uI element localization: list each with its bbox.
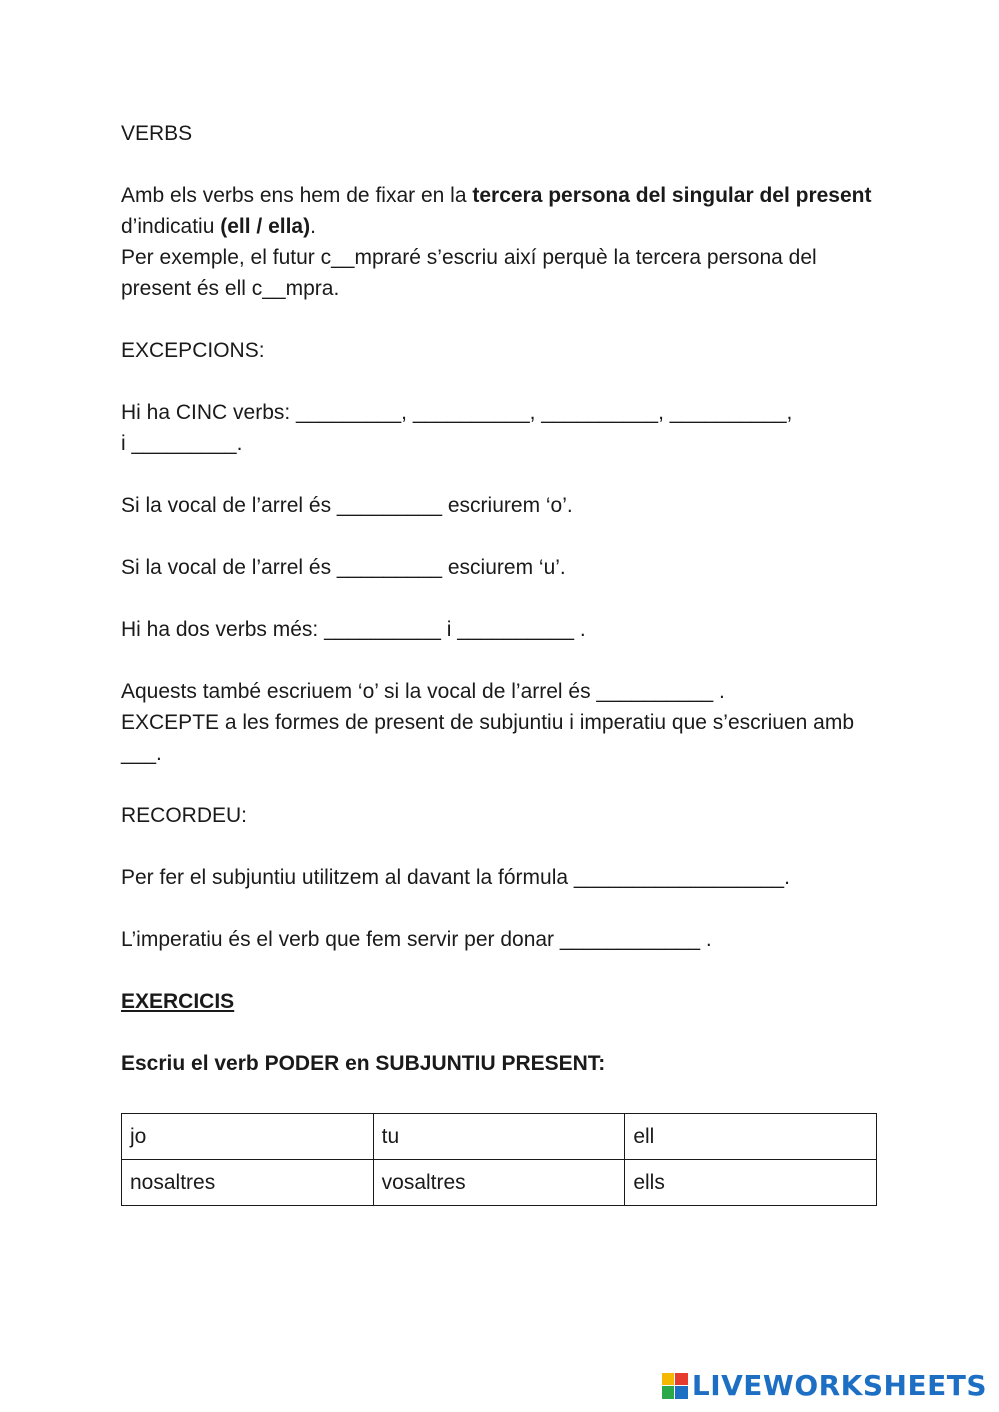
five-verbs-line-2: i _________. bbox=[121, 432, 243, 455]
intro-bold-1: tercera persona del singular del present bbox=[472, 184, 872, 207]
conjugation-table bbox=[121, 1113, 877, 1206]
logo-square-green bbox=[662, 1386, 675, 1399]
also-o-rule: Aquests també escriuem ‘o’ si la vocal de l’arrel és __________ . bbox=[121, 680, 725, 703]
intro-bold-2: (ell / ella) bbox=[220, 215, 311, 238]
five-verbs-line-1: Hi ha CINC verbs: _________, __________, __________, __________, bbox=[121, 401, 793, 424]
worksheet-body bbox=[121, 118, 881, 1110]
example-paragraph: Per exemple, el futur c__mpraré s’escriu així perquè la tercera persona del present és ell c__mpra. bbox=[121, 246, 817, 300]
intro-text-3: . bbox=[310, 215, 316, 238]
logo-square-blue bbox=[675, 1386, 688, 1399]
brand-name: LIVEWORKSHEETS bbox=[691, 1369, 987, 1402]
table-cell[interactable]: jo bbox=[122, 1114, 374, 1160]
subjunctive-rule: Per fer el subjuntiu utilitzem al davant la fórmula __________________. bbox=[121, 866, 790, 889]
exercise-instruction bbox=[121, 1048, 881, 1079]
five-verbs-paragraph bbox=[121, 397, 881, 459]
exercises-heading-text: EXERCICIS bbox=[121, 990, 235, 1013]
intro-text-2: d’indicatiu bbox=[121, 215, 221, 238]
liveworksheets-logo-icon bbox=[662, 1373, 688, 1399]
exceptions-heading: EXCEPCIONS: bbox=[121, 339, 265, 362]
table-row bbox=[122, 1114, 877, 1160]
table-cell[interactable]: vosaltres bbox=[373, 1160, 625, 1206]
remember-heading: RECORDEU: bbox=[121, 804, 248, 827]
intro-paragraph bbox=[121, 180, 881, 242]
table-cell[interactable]: ell bbox=[625, 1114, 877, 1160]
logo-square-yellow bbox=[662, 1373, 675, 1386]
exercises-heading bbox=[121, 986, 881, 1017]
table-cell[interactable]: tu bbox=[373, 1114, 625, 1160]
except-rule: EXCEPTE a les formes de present de subjuntiu i imperatiu que s’escriuen amb ___. bbox=[121, 711, 855, 765]
exercise-instruction-text: Escriu el verb PODER en SUBJUNTIU PRESENT: bbox=[121, 1052, 606, 1075]
imperative-rule: L’imperatiu és el verb que fem servir per donar ____________ . bbox=[121, 928, 712, 951]
two-verbs-rule: Hi ha dos verbs més: __________ i __________ . bbox=[121, 618, 586, 641]
table-row bbox=[122, 1160, 877, 1206]
table-cell[interactable]: nosaltres bbox=[122, 1160, 374, 1206]
page-title: VERBS bbox=[121, 122, 193, 145]
logo-square-red bbox=[675, 1373, 688, 1386]
intro-text-1: Amb els verbs ens hem de fixar en la bbox=[121, 184, 473, 207]
table-cell[interactable]: ells bbox=[625, 1160, 877, 1206]
vowel-o-rule: Si la vocal de l’arrel és _________ escriurem ‘o’. bbox=[121, 494, 573, 517]
vowel-u-rule: Si la vocal de l’arrel és _________ esciurem ‘u’. bbox=[121, 556, 566, 579]
brand-watermark bbox=[662, 1369, 987, 1402]
